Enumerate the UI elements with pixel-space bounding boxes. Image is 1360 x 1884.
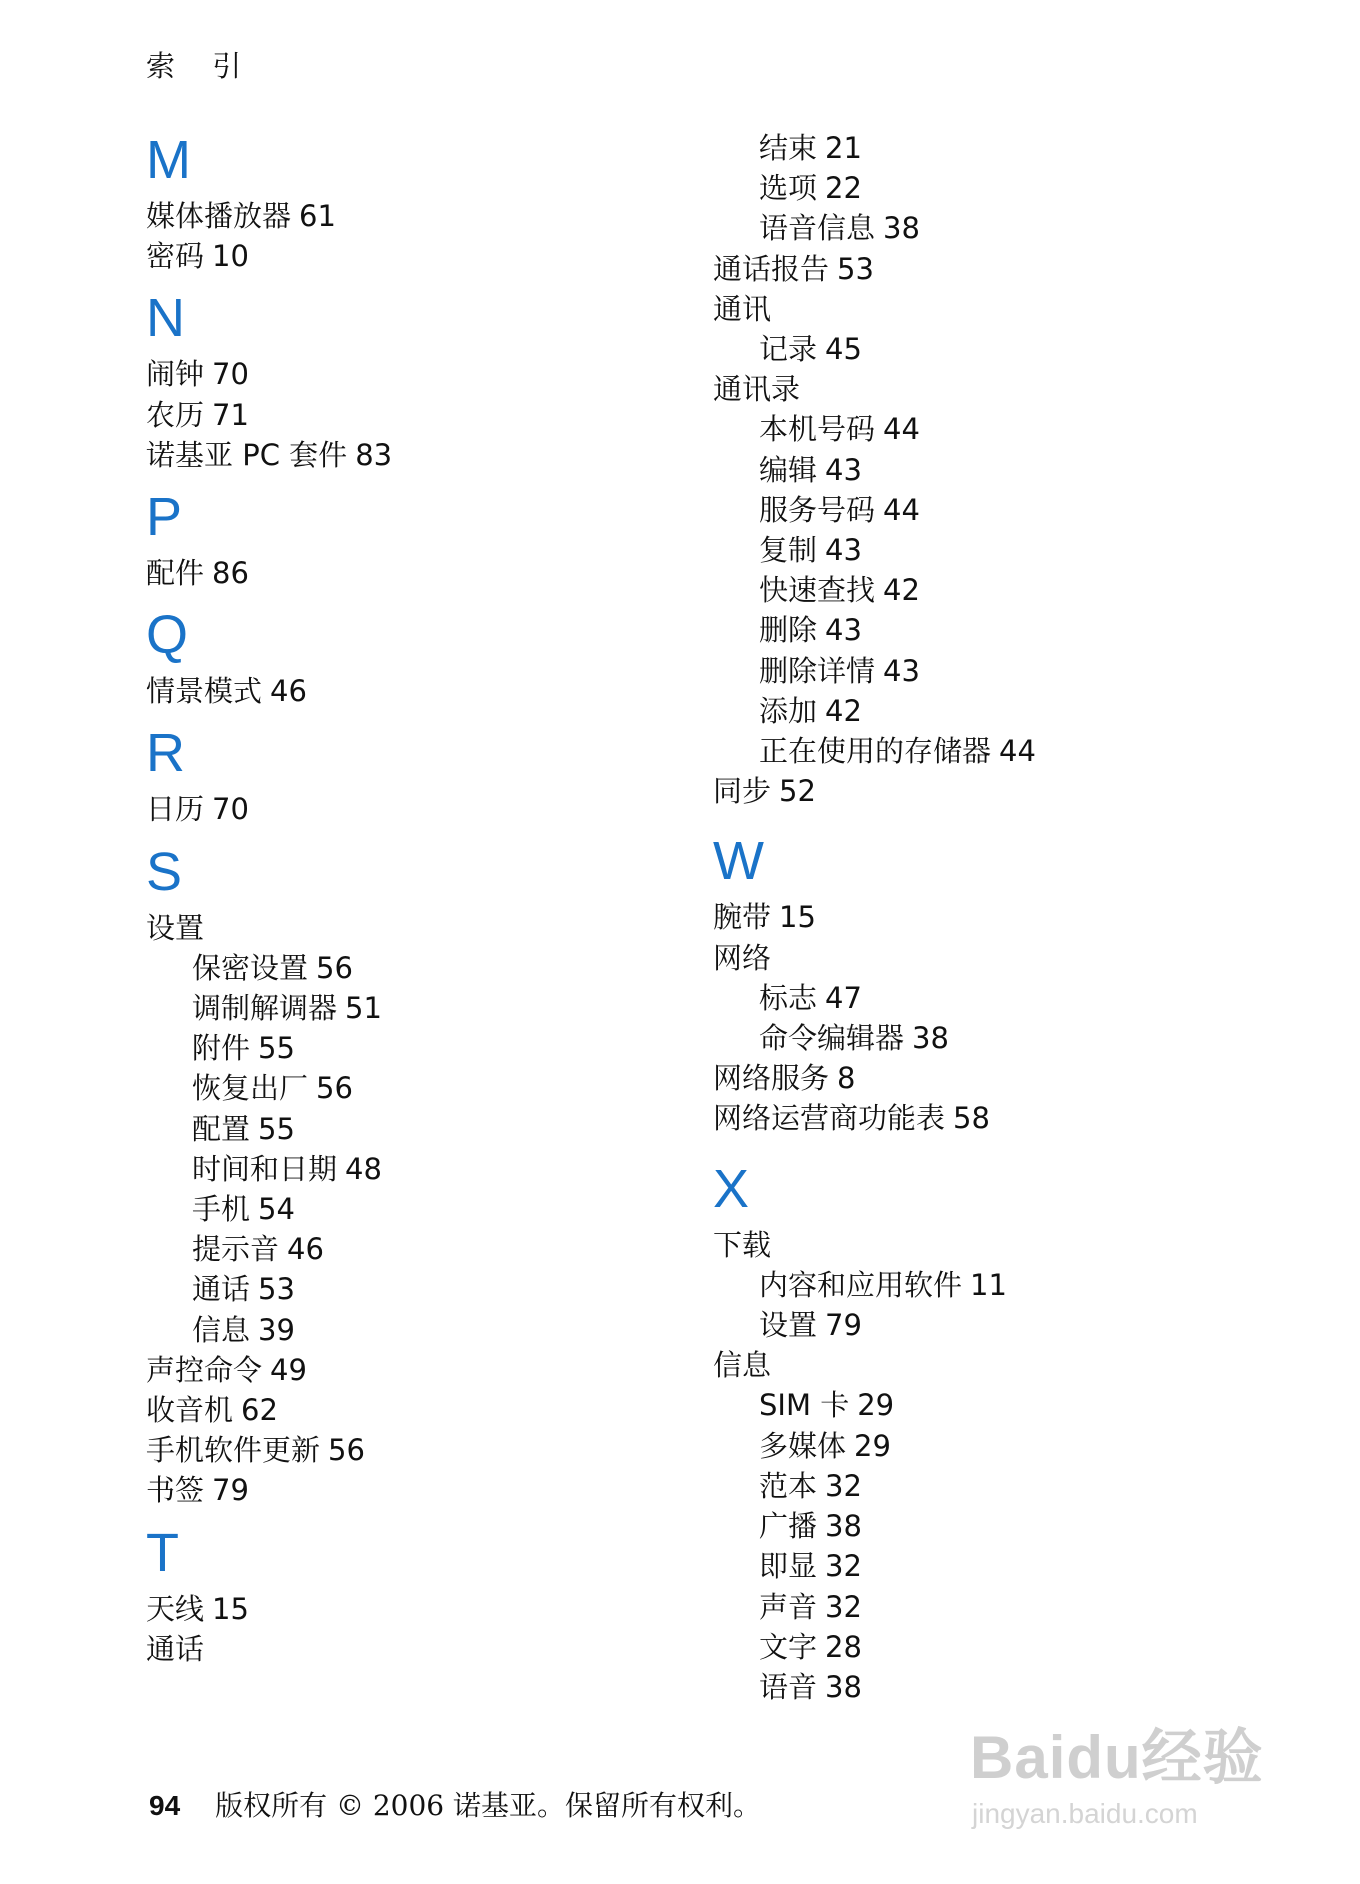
index-entry — [713, 938, 1313, 978]
entry-page-number: 42 — [825, 693, 862, 728]
index-subentry — [713, 208, 1313, 248]
entry-term: 手机软件更新 — [146, 1433, 321, 1468]
index-entry — [146, 1350, 706, 1390]
entry-page-number: 21 — [825, 131, 862, 165]
entry-term: 附件 — [192, 1031, 251, 1066]
entry-term: 闹钟 — [146, 357, 205, 392]
entry-page-number: 53 — [837, 251, 874, 286]
entry-page-number: 38 — [825, 1669, 862, 1704]
entry-term: SIM 卡 — [759, 1388, 850, 1423]
index-section — [146, 288, 706, 475]
index-subentry — [713, 1587, 1313, 1627]
baidu-watermark — [970, 1686, 1290, 1836]
entry-page-number: 43 — [825, 533, 862, 568]
index-subentry — [713, 530, 1313, 570]
entry-page-number: 62 — [241, 1393, 278, 1428]
entry-page-number: 52 — [779, 774, 816, 809]
index-subentry — [713, 168, 1313, 208]
entry-page-number: 15 — [212, 1591, 249, 1626]
entry-term: 复制 — [759, 533, 818, 568]
entry-term: 添加 — [759, 693, 818, 728]
entry-term: 时间和日期 — [192, 1151, 338, 1186]
index-subentry — [713, 610, 1313, 650]
index-section — [146, 605, 706, 711]
index-section — [146, 130, 706, 276]
entry-page-number: 56 — [316, 950, 353, 985]
entry-term: 情景模式 — [146, 674, 263, 709]
index-subentry — [713, 651, 1313, 691]
index-entry — [713, 771, 1313, 811]
entry-term: 删除 — [759, 613, 818, 648]
index-subentry — [713, 409, 1313, 449]
entry-page-number: 8 — [837, 1061, 856, 1096]
index-entry — [713, 289, 1313, 329]
entry-term: 调制解调器 — [192, 991, 338, 1026]
entry-page-number: 53 — [258, 1272, 295, 1307]
entry-term: 快速查找 — [759, 573, 876, 608]
entry-term: 农历 — [146, 397, 205, 432]
entry-term: 提示音 — [192, 1232, 280, 1267]
entry-page-number: 32 — [825, 1549, 862, 1584]
entry-page-number: 43 — [883, 653, 920, 688]
entry-term: 手机 — [192, 1192, 251, 1227]
entry-term: 设置 — [146, 910, 205, 945]
entry-page-number: 71 — [212, 397, 249, 432]
index-subentry — [146, 988, 706, 1028]
index-section — [713, 831, 1313, 1138]
section-letter: M — [146, 130, 191, 190]
index-subentry — [146, 1149, 706, 1189]
entry-page-number: 32 — [825, 1589, 862, 1624]
entry-page-number: 61 — [299, 199, 336, 233]
index-entry — [146, 196, 706, 236]
entry-term: 网络 — [713, 940, 772, 975]
index-subentry — [713, 1018, 1313, 1058]
entry-term: 即显 — [759, 1549, 818, 1584]
index-subentry — [713, 1546, 1313, 1586]
index-subentry — [146, 1269, 706, 1309]
entry-term: 媒体播放器 — [146, 199, 292, 233]
entry-term: 信息 — [192, 1312, 251, 1347]
entry-page-number: 58 — [953, 1101, 990, 1136]
entry-page-number: 56 — [328, 1433, 365, 1468]
entry-page-number: 38 — [825, 1509, 862, 1544]
index-subentry — [146, 1109, 706, 1149]
index-subentry — [713, 1385, 1313, 1425]
index-entry — [146, 236, 706, 276]
index-subentry — [713, 978, 1313, 1018]
entry-page-number: 45 — [825, 332, 862, 367]
entry-term: 设置 — [759, 1308, 818, 1343]
index-entry — [146, 1470, 706, 1510]
entry-term: 服务号码 — [759, 492, 876, 527]
entry-term: 通话 — [192, 1272, 251, 1307]
entry-term: 腕带 — [713, 900, 772, 935]
section-letter: N — [146, 288, 185, 349]
entry-page-number: 46 — [287, 1232, 324, 1267]
index-subentry — [713, 128, 1313, 168]
index-entry — [713, 897, 1313, 937]
entry-term: 通话 — [146, 1631, 205, 1666]
index-entry — [146, 395, 706, 435]
index-entry — [146, 1430, 706, 1470]
index-subentry — [146, 1028, 706, 1068]
entry-page-number: 70 — [212, 792, 249, 827]
entry-page-number: 55 — [258, 1031, 295, 1066]
index-subentry — [713, 1426, 1313, 1466]
entry-page-number: 44 — [883, 412, 920, 447]
index-entry — [713, 1225, 1313, 1265]
index-entry — [146, 1589, 706, 1629]
entry-term: 密码 — [146, 239, 205, 274]
index-subentry — [713, 1466, 1313, 1506]
section-letter: W — [713, 831, 764, 892]
index-subentry — [146, 948, 706, 988]
index-entry — [146, 435, 706, 475]
entry-page-number: 49 — [270, 1352, 307, 1387]
entry-term: 配件 — [146, 556, 205, 591]
entry-page-number: 22 — [825, 171, 862, 206]
section-letter: T — [146, 1522, 179, 1583]
index-section — [713, 128, 1313, 811]
entry-page-number: 86 — [212, 556, 249, 591]
entry-page-number: 48 — [345, 1151, 382, 1186]
section-letter: X — [713, 1158, 750, 1219]
index-section — [713, 1159, 1313, 1707]
index-column-left — [146, 118, 706, 1669]
index-subentry — [713, 1627, 1313, 1667]
entry-page-number: 70 — [212, 357, 249, 392]
entry-term: 下载 — [713, 1227, 772, 1262]
entry-page-number: 79 — [825, 1308, 862, 1343]
entry-page-number: 15 — [779, 900, 816, 935]
entry-page-number: 79 — [212, 1473, 249, 1508]
entry-term: 书签 — [146, 1473, 205, 1508]
entry-term: 保密设置 — [192, 950, 309, 985]
watermark-url: jingyan.baidu.com — [972, 1798, 1198, 1829]
entry-page-number: 11 — [970, 1267, 1007, 1302]
entry-term: 声控命令 — [146, 1352, 263, 1387]
entry-term: 命令编辑器 — [759, 1021, 905, 1056]
index-entry — [713, 1058, 1313, 1098]
copyright-notice: 版权所有 © 2006 诺基亚。保留所有权利。 — [215, 1789, 762, 1822]
entry-term: 通讯录 — [713, 372, 801, 407]
index-column-right — [713, 128, 1313, 1707]
index-section — [146, 723, 706, 829]
entry-term: 多媒体 — [759, 1428, 847, 1463]
entry-term: 本机号码 — [759, 412, 876, 447]
entry-term: 范本 — [759, 1468, 818, 1503]
index-subentry — [713, 329, 1313, 369]
entry-term: 恢复出厂 — [192, 1071, 309, 1106]
index-entry — [146, 354, 706, 394]
index-subentry — [713, 450, 1313, 490]
entry-term: 语音 — [759, 1669, 818, 1704]
entry-page-number: 44 — [999, 734, 1036, 769]
entry-page-number: 47 — [825, 980, 862, 1015]
index-subentry — [146, 1189, 706, 1229]
entry-term: 文字 — [759, 1629, 818, 1664]
index-entry — [146, 908, 706, 948]
entry-term: 编辑 — [759, 452, 818, 487]
entry-page-number: 44 — [883, 492, 920, 527]
entry-term: 通讯 — [713, 291, 772, 326]
index-section — [146, 842, 706, 1511]
entry-term: 配置 — [192, 1111, 251, 1146]
entry-term: 收音机 — [146, 1393, 234, 1428]
entry-term: 结束 — [759, 131, 818, 165]
entry-page-number: 43 — [825, 452, 862, 487]
entry-term: 通话报告 — [713, 251, 830, 286]
entry-page-number: 56 — [316, 1071, 353, 1106]
section-letter: R — [146, 723, 185, 784]
index-subentry — [713, 490, 1313, 530]
entry-page-number: 29 — [857, 1388, 895, 1423]
entry-page-number: 32 — [825, 1468, 862, 1503]
entry-term: 信息 — [713, 1348, 772, 1383]
entry-page-number: 39 — [258, 1312, 295, 1347]
page-footer — [149, 1784, 761, 1824]
index-entry — [713, 249, 1313, 289]
entry-term: 网络服务 — [713, 1061, 830, 1096]
entry-page-number: 46 — [270, 674, 307, 709]
section-letter: Q — [146, 605, 189, 666]
entry-page-number: 51 — [345, 991, 382, 1026]
entry-page-number: 42 — [883, 573, 920, 608]
watermark-logo: Baidu经验 — [970, 1724, 1264, 1791]
entry-term: 选项 — [759, 171, 818, 206]
entry-term: 广播 — [759, 1509, 818, 1544]
index-section — [146, 487, 706, 593]
index-subentry — [146, 1068, 706, 1108]
entry-page-number: 28 — [825, 1629, 862, 1664]
index-section — [146, 1523, 706, 1669]
entry-term: 天线 — [146, 1591, 205, 1626]
index-subentry — [713, 1265, 1313, 1305]
entry-term: 正在使用的存储器 — [759, 734, 992, 769]
entry-term: 诺基亚 PC 套件 — [146, 437, 348, 472]
index-entry — [146, 789, 706, 829]
index-subentry — [146, 1310, 706, 1350]
index-entry — [713, 369, 1313, 409]
index-subentry — [713, 1305, 1313, 1345]
index-subentry — [713, 570, 1313, 610]
index-subentry — [146, 1229, 706, 1269]
index-entry — [146, 671, 706, 711]
index-entry — [713, 1098, 1313, 1138]
entry-page-number: 55 — [258, 1111, 295, 1146]
entry-term: 语音信息 — [759, 211, 876, 246]
index-subentry — [713, 1506, 1313, 1546]
entry-page-number: 83 — [355, 437, 393, 472]
entry-page-number: 29 — [854, 1428, 891, 1463]
index-entry — [146, 1629, 706, 1669]
index-entry — [146, 1390, 706, 1430]
index-entry — [146, 553, 706, 593]
entry-term: 记录 — [759, 332, 818, 367]
entry-page-number: 38 — [883, 211, 920, 246]
page-number: 94 — [149, 1790, 181, 1821]
entry-page-number: 54 — [258, 1192, 295, 1227]
entry-term: 删除详情 — [759, 653, 876, 688]
index-subentry — [713, 691, 1313, 731]
index-entry — [713, 1345, 1313, 1385]
index-subentry — [713, 731, 1313, 771]
section-letter: S — [146, 841, 183, 902]
entry-term: 日历 — [146, 792, 205, 827]
entry-term: 网络运营商功能表 — [713, 1101, 946, 1136]
entry-page-number: 43 — [825, 613, 862, 648]
section-letter: P — [146, 487, 183, 548]
entry-term: 内容和应用软件 — [759, 1267, 963, 1302]
entry-page-number: 38 — [912, 1021, 949, 1056]
entry-term: 声音 — [759, 1589, 818, 1624]
entry-term: 标志 — [759, 980, 818, 1015]
running-header: 索 引 — [146, 49, 256, 83]
entry-page-number: 10 — [212, 239, 249, 274]
entry-term: 同步 — [713, 774, 772, 809]
